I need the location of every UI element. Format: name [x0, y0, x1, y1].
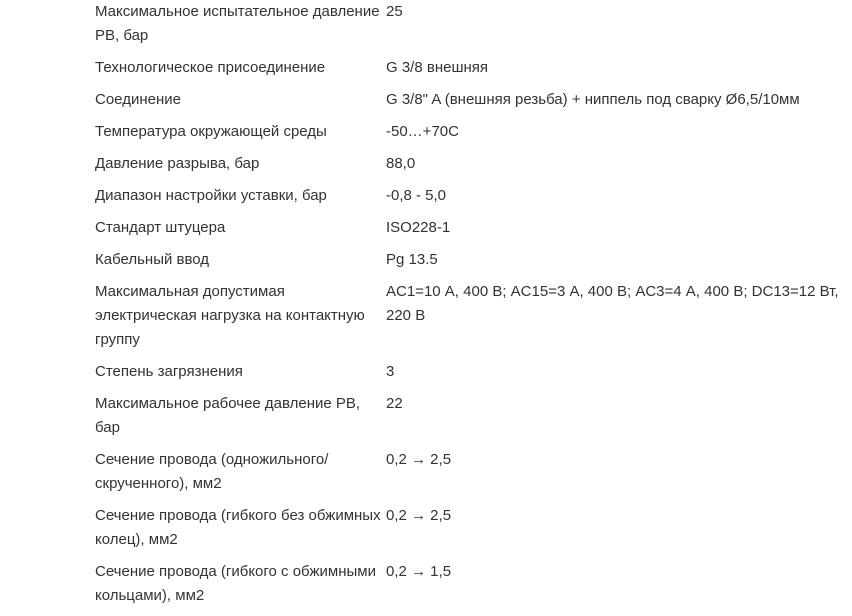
- spec-table: [95, 0, 847, 616]
- spec-row-test-pressure: [95, 0, 847, 56]
- spec-value: 0,2 → 2,5: [386, 451, 452, 468]
- spec-row-pollution-degree: [95, 360, 847, 392]
- spec-label: Стандарт штуцера: [95, 219, 226, 236]
- spec-row-ambient-temperature: [95, 120, 847, 152]
- spec-row-process-connection: [95, 56, 847, 88]
- spec-label: Диапазон настройки уставки, бар: [95, 187, 327, 204]
- spec-value: ISO228-1: [386, 219, 451, 236]
- spec-row-cable-entry: [95, 248, 847, 280]
- spec-label: Степень загрязнения: [95, 363, 243, 380]
- spec-row-wire-section-flexible: [95, 504, 847, 560]
- spec-label: Максимальное испытательное давление PB, бар: [95, 3, 380, 44]
- spec-row-connection: [95, 88, 847, 120]
- spec-value: 3: [386, 363, 395, 380]
- spec-label: Кабельный ввод: [95, 251, 210, 268]
- spec-label: Давление разрыва, бар: [95, 155, 260, 172]
- spec-row-burst-pressure: [95, 152, 847, 184]
- spec-label: Соединение: [95, 91, 181, 108]
- spec-row-electrical-load: [95, 280, 847, 360]
- spec-label: Температура окружающей среды: [95, 123, 327, 140]
- spec-row-wire-section-ferrule: [95, 560, 847, 616]
- spec-row-fitting-standard: [95, 216, 847, 248]
- spec-row-setpoint-range: [95, 184, 847, 216]
- spec-label: Максимальное рабочее давление PB, бар: [95, 395, 361, 436]
- spec-value: G 3/8" A (внешняя резьба) + ниппель под сварку Ø6,5/10мм: [386, 91, 800, 108]
- spec-value: 22: [386, 395, 403, 412]
- spec-value: 0,2 → 2,5: [386, 507, 452, 524]
- spec-value: Pg 13.5: [386, 251, 438, 268]
- spec-row-max-working-pressure: [95, 392, 847, 448]
- spec-value: AC1=10 А, 400 В; AC15=3 А, 400 В; AC3=4 А, 400 В; DC13=12 Вт, 220 В: [386, 283, 839, 324]
- spec-label: Сечение провода (гибкого без обжимных колец), мм2: [95, 507, 381, 548]
- spec-value: -50…+70С: [386, 123, 459, 140]
- spec-value: 25: [386, 3, 403, 20]
- spec-label: Сечение провода (одножильного/скрученного), мм2: [95, 451, 329, 492]
- spec-label: Максимальная допустимая электрическая нагрузка на контактную группу: [95, 283, 365, 348]
- spec-value: G 3/8 внешняя: [386, 59, 489, 76]
- spec-value: 0,2 → 1,5: [386, 563, 452, 580]
- spec-value: -0,8 - 5,0: [386, 187, 447, 204]
- spec-label: Технологическое присоединение: [95, 59, 326, 76]
- spec-row-wire-section-solid: [95, 448, 847, 504]
- spec-label: Сечение провода (гибкого с обжимными кольцами), мм2: [95, 563, 376, 604]
- spec-value: 88,0: [386, 155, 416, 172]
